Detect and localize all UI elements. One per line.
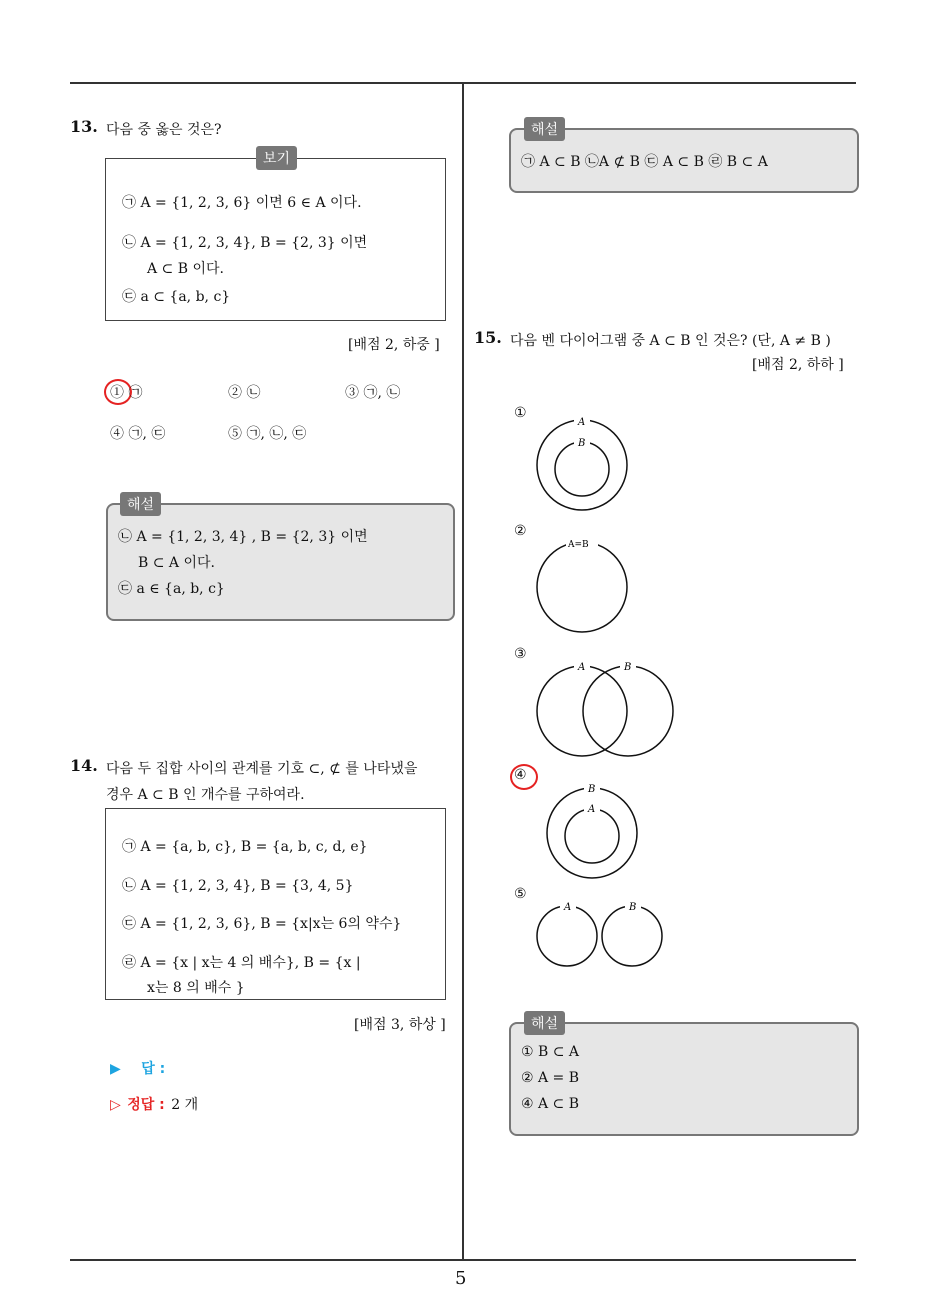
- q13-choice-3[interactable]: ③ ㉠, ㉡: [345, 385, 401, 401]
- venn3-label-a: A: [578, 662, 586, 673]
- q13-explain-1: ㉡ A = {1, 2, 3, 4} , B = {2, 3} 이면: [118, 529, 368, 545]
- q15-explain-label: 해설: [524, 1011, 565, 1035]
- q13-choice-2[interactable]: ② ㉡: [228, 385, 261, 401]
- q14-item-3: ㉢ A = {1, 2, 3, 6}, B = {x|x는 6의 약수}: [122, 916, 402, 932]
- q13-item-3: ㉢ a ⊂ {a, b, c}: [122, 289, 231, 305]
- q13-explain-label: 해설: [120, 492, 161, 516]
- venn2-label: A=B: [568, 540, 589, 550]
- venn-diagram-4[interactable]: [540, 780, 650, 884]
- q13-number: 13.: [70, 117, 98, 136]
- top-explain-label: 해설: [524, 117, 565, 141]
- q15-explain-2: ② A = B: [521, 1070, 580, 1086]
- venn-diagram-3[interactable]: [530, 658, 680, 762]
- page-number: 5: [455, 1268, 467, 1289]
- venn4-label-b: B: [588, 784, 596, 795]
- q14-item-2: ㉡ A = {1, 2, 3, 4}, B = {3, 4, 5}: [122, 878, 354, 894]
- venn5-label-b: B: [629, 902, 637, 913]
- q13-bogi-label: 보기: [256, 146, 297, 170]
- venn-diagram-2[interactable]: [530, 535, 640, 639]
- bottom-rule: [70, 1259, 856, 1261]
- venn5-label-a: A: [564, 902, 572, 913]
- q15-choice-3[interactable]: ③: [514, 646, 527, 662]
- q15-choice-5[interactable]: ⑤: [514, 886, 527, 902]
- q14-item-4: ㉣ A = {x | x는 4 의 배수}, B = {x |: [122, 955, 361, 971]
- venn4-label-a: A: [588, 804, 596, 815]
- q14-answer-row: [110, 1058, 165, 1078]
- q13-choice-4[interactable]: ④ ㉠, ㉢: [110, 426, 166, 442]
- q15-question: 다음 벤 다이어그램 중 A ⊂ B 인 것은? (단, A ≠ B ): [510, 333, 831, 349]
- q15-choice-4[interactable]: ④: [514, 767, 527, 783]
- q15-explain-1: ① B ⊂ A: [521, 1044, 580, 1060]
- q15-score: [배점 2, 하하 ]: [752, 357, 844, 373]
- q14-question-1: 다음 두 집합 사이의 관계를 기호 ⊂, ⊄ 를 나타냈을: [106, 761, 418, 777]
- column-divider: [462, 83, 464, 1260]
- play-outline-icon: ▷: [110, 1097, 121, 1113]
- q13-question: 다음 중 옳은 것은?: [106, 122, 222, 138]
- q13-item-2: ㉡ A = {1, 2, 3, 4}, B = {2, 3} 이면: [122, 235, 368, 251]
- q15-choice-1[interactable]: ①: [514, 405, 527, 421]
- q13-score: [배점 2, 하중 ]: [348, 337, 440, 353]
- q14-item-4-cont: x는 8 의 배수 }: [147, 980, 245, 996]
- q14-score: [배점 3, 하상 ]: [354, 1017, 446, 1033]
- q13-choice-5[interactable]: ⑤ ㉠, ㉡, ㉢: [228, 426, 307, 442]
- q15-choice-2[interactable]: ②: [514, 523, 527, 539]
- venn-diagram-1[interactable]: [530, 410, 640, 516]
- q14-answer-label: 답 :: [141, 1061, 166, 1077]
- play-icon: ▶: [110, 1061, 121, 1077]
- q14-number: 14.: [70, 756, 98, 775]
- venn1-label-b: B: [578, 438, 586, 449]
- q14-correct-label: 정답 :: [127, 1097, 165, 1113]
- q15-explain-3: ④ A ⊂ B: [521, 1096, 580, 1112]
- q13-item-1: ㉠ A = {1, 2, 3, 6} 이면 6 ∈ A 이다.: [122, 195, 362, 211]
- venn3-label-b: B: [624, 662, 632, 673]
- q15-number: 15.: [474, 328, 502, 347]
- q13-explain-2: B ⊂ A 이다.: [138, 555, 215, 571]
- top-explain-text: ㉠ A ⊂ B ㉡A ⊄ B ㉢ A ⊂ B ㉣ B ⊂ A: [521, 154, 768, 170]
- venn1-label-a: A: [578, 417, 586, 428]
- venn-diagram-5[interactable]: [530, 898, 670, 970]
- q13-explain-3: ㉢ a ∈ {a, b, c}: [118, 581, 225, 597]
- q13-choice-1[interactable]: ① ㉠: [110, 385, 143, 401]
- q13-item-2-cont: A ⊂ B 이다.: [147, 261, 224, 277]
- q14-question-2: 경우 A ⊂ B 인 개수를 구하여라.: [106, 787, 305, 803]
- q14-correct-value: 2 개: [171, 1097, 199, 1113]
- q14-correct-row: [110, 1094, 198, 1114]
- q14-item-1: ㉠ A = {a, b, c}, B = {a, b, c, d, e}: [122, 839, 368, 855]
